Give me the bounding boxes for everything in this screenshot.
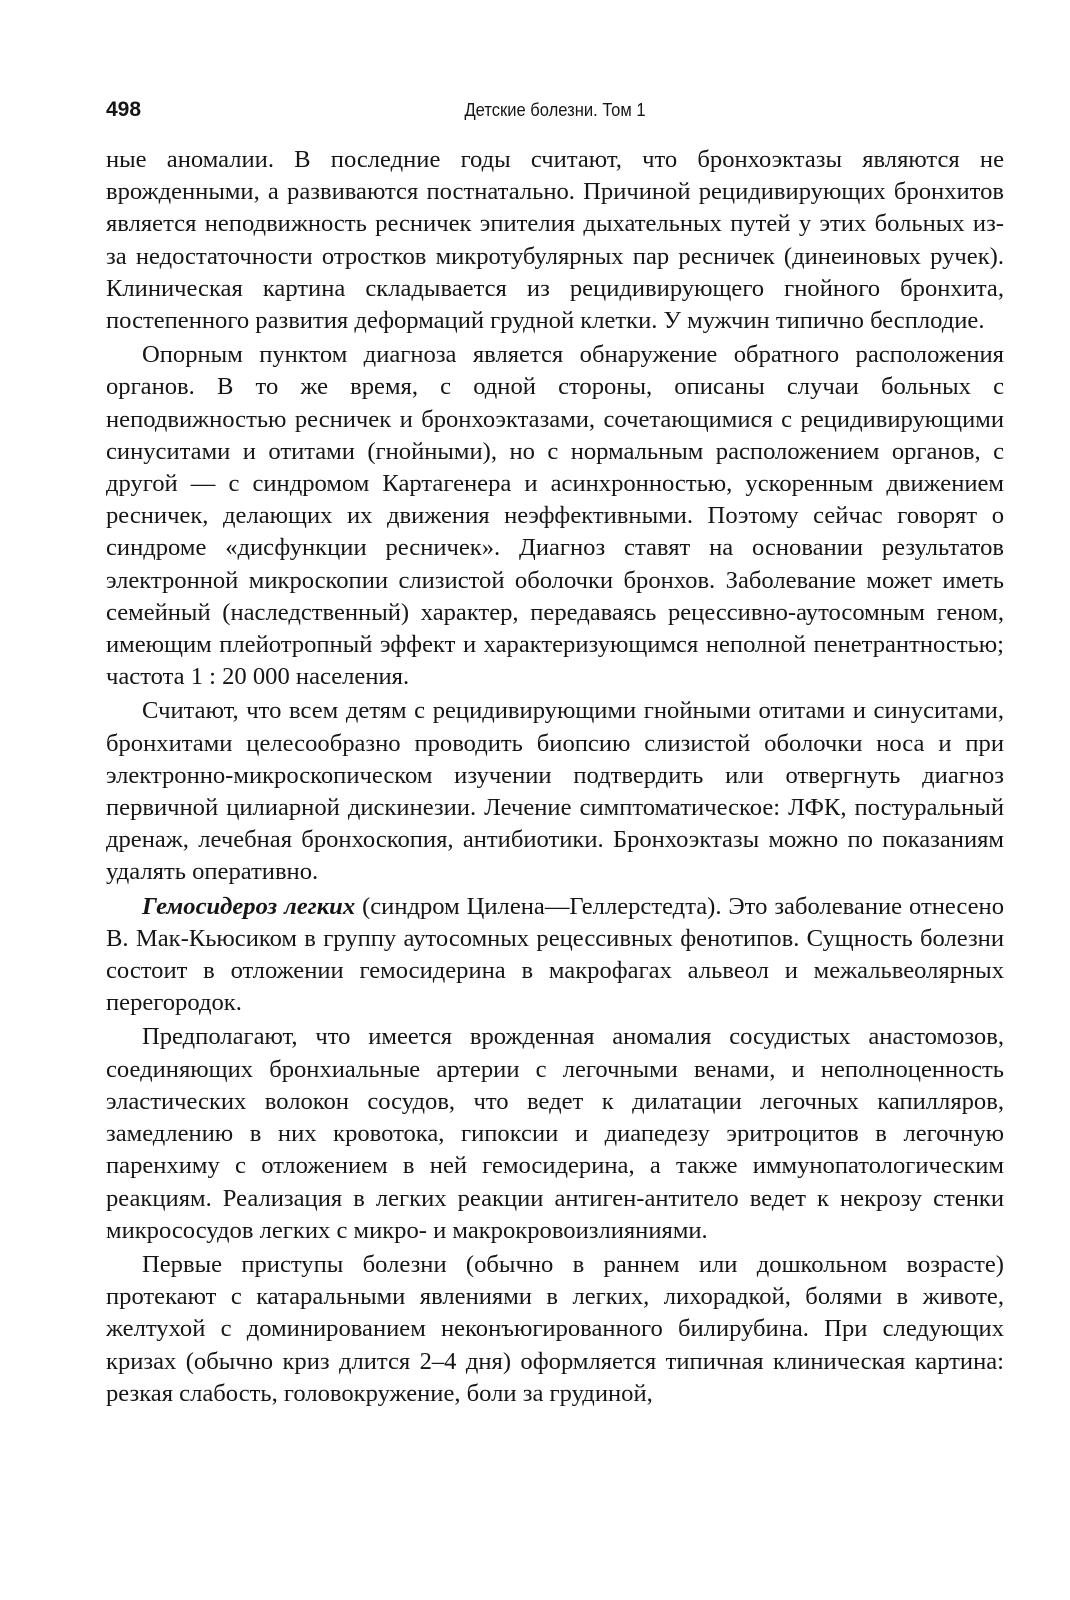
paragraph — [106, 891, 1004, 1020]
paragraph — [106, 1249, 1004, 1410]
paragraph-text: Предполагают, что имеется врожденная аномалия сосудистых анастомозов, соединяющих бронхиальные артерии с легочными венами, и неполноценность эластических волокон сосудов, что ведет к дилатации легочных капилляров, замедлению в них кровотока, гипоксии и диапедезу эритроцитов в легочную паренхиму с отложением в ней гемосидерина, а также иммунопатологическим реакциям. Реализация в легких реакции антиген-антитело ведет к некрозу стенки микрососудов легких с микро- и макрокровоизлияниями. — [106, 1023, 1004, 1244]
paragraph-text: Считают, что всем детям с рецидивирующими гнойными отитами и синуситами, бронхитами целесообразно проводить биопсию слизистой оболочки носа и при электронно-микроскопическом изучении подтвердить или отвергнуть диагноз первичной цилиарной дискинезии. Лечение симптоматическое: ЛФК, постуральный дренаж, лечебная бронхоскопия, антибиотики. Бронхоэктазы можно по показаниям удалять оперативно. — [106, 697, 1004, 886]
paragraph-text: (синдром Цилена—Геллерстедта). Это заболевание отнесено В. Мак-Кьюсиком в группу аутосомных рецессивных фенотипов. Сущность болезни состоит в отложении гемосидерина в макрофагах альвеол и межальвеолярных перегородок. — [106, 892, 1004, 1017]
paragraph-text: Первые приступы болезни (обычно в раннем или дошкольном возрасте) протекают с катаральными явлениями в легких, лихорадкой, болями в животе, желтухой с доминированием неконъюгированного билирубина. При следующих кризах (обычно криз длится 2–4 дня) оформляется типичная клиническая картина: резкая слабость, головокружение, боли за грудиной, — [106, 1250, 1004, 1407]
book-page — [106, 92, 1004, 1572]
paragraph — [106, 144, 1004, 337]
paragraph-text: ные аномалии. В последние годы считают, что бронхоэктазы являются не врожденными, а развиваются постнатально. Причиной рецидивирующих бронхитов является неподвижность ресничек эпителия дыхательных путей у этих больных из-за недостаточности отростков микротубулярных пар ресничек (динеиновых ручек). Клиническая картина складывается из рецидивирующего гнойного бронхита, постепенного развития деформаций грудной клетки. У мужчин типично бесплодие. — [106, 146, 1004, 335]
paragraph — [106, 695, 1004, 888]
body-text — [106, 144, 1004, 1410]
book-title: Детские болезни. Том 1 — [464, 100, 646, 120]
paragraph-text: Опорным пунктом диагноза является обнаружение обратного расположения органов. В то же время, с одной стороны, описаны случаи больных с неподвижностью ресничек и бронхоэктазами, сочетающимися с рецидивирующими синуситами и отитами (гнойными), но с нормальным расположением органов, с другой — с синдромом Картагенера и асинхронностью, ускоренным движением ресничек, делающих их движения неэффективными. Поэтому сейчас говорят о синдроме «дисфункции ресничек». Диагноз ставят на основании результатов электронной микроскопии слизистой оболочки бронхов. Заболевание может иметь семейный (наследственный) характер, передаваясь рецессивно-аутосомным геном, имеющим плейотропный эффект и характеризующимся неполной пенетрантностью; частота 1 : 20 000 населения. — [106, 341, 1004, 691]
term-heading: Гемосидероз легких — [142, 892, 356, 920]
running-head — [106, 92, 1004, 128]
page-number: 498 — [106, 98, 142, 121]
paragraph — [106, 339, 1004, 693]
paragraph — [106, 1021, 1004, 1246]
